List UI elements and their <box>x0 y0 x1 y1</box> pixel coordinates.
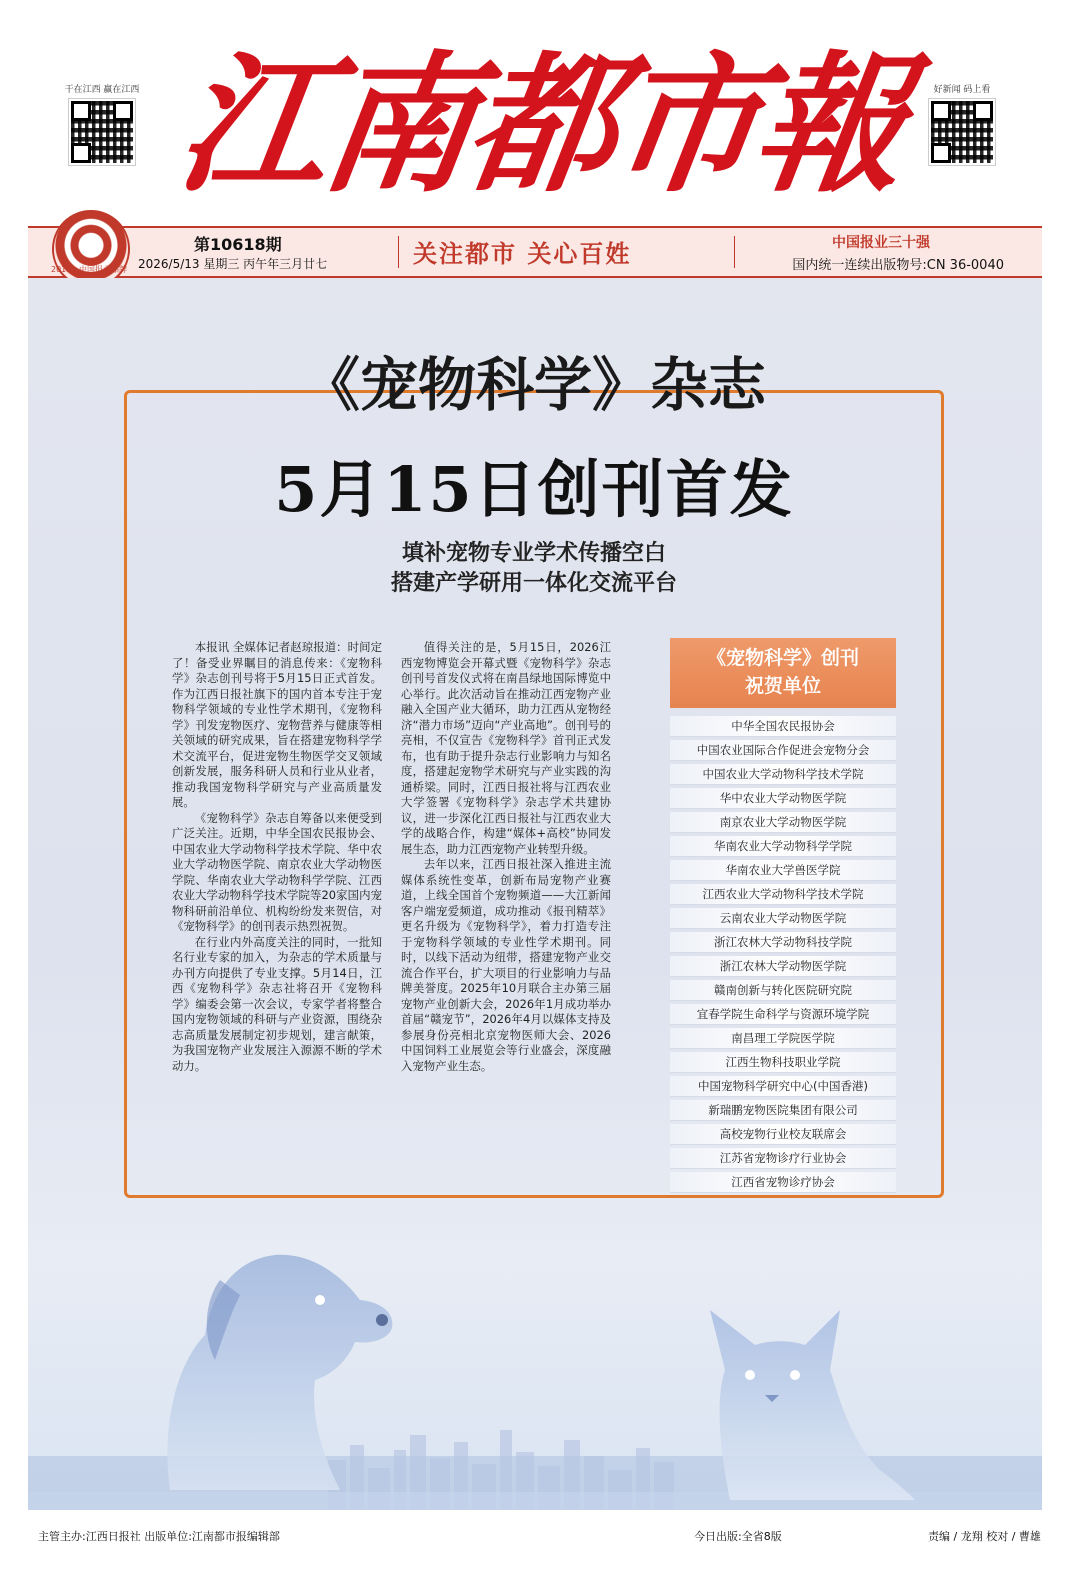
article-column-2 <box>401 640 611 1074</box>
list-item: 南京农业大学动物医学院 <box>670 812 896 833</box>
qr-left-caption: 干在江西 赢在江西 <box>64 85 140 95</box>
list-item: 江西农业大学动物科学技术学院 <box>670 884 896 905</box>
headline-line2: 5月15日创刊首发 <box>274 453 794 526</box>
article-column-1 <box>172 640 382 1074</box>
sidebar-title-line1: 《宠物科学》创刊 <box>706 647 859 669</box>
list-item: 中国农业大学动物科学技术学院 <box>670 764 896 785</box>
sidebar-title-line2: 祝贺单位 <box>744 675 821 697</box>
dateline: 2026/5/13 星期三 丙午年三月廿七 <box>138 257 328 271</box>
list-item: 中国农业国际合作促进会宠物分会 <box>670 740 896 761</box>
list-item: 江西生物科技职业学院 <box>670 1052 896 1073</box>
cat-illustration <box>690 1290 920 1500</box>
article-paragraph: 值得关注的是，5月15日，2026江西宠物博览会开幕式暨《宠物科学》杂志创刊号首发仪式将在南昌绿地国际博览中心举行。此次活动旨在推动江西宠物产业融入全国产业大循环，助力江西从宠物经济“潜力市场”迈向“产业高地”。创刊号的亮相，不仅宣告《宠物科学》首刊正式发布，也有助于提升杂志行业影响力与知名度，搭建起宠物学术研究与产业实践的沟通桥梁。同时，江西日报社将与江西农业大学签署《宠物科学》杂志学术共建协议，进一步深化江西日报社与江西农业大学的战略合作，构建“媒体+高校”协同发展生态，助力江西宠物产业转型升级。 <box>401 640 611 856</box>
brand-logo-icon <box>52 210 130 288</box>
list-item: 浙江农林大学动物科技学院 <box>670 932 896 953</box>
unit-list <box>670 716 896 1193</box>
slogan: 关注都市 关心百姓 <box>413 239 632 268</box>
subheadline-1: 填补宠物专业学术传播空白 <box>401 541 666 566</box>
footer-edition: 今日出版:全省8版 <box>694 1530 782 1543</box>
list-item: 南昌理工学院医学院 <box>670 1028 896 1049</box>
rank-label: 中国报业三十强 <box>832 235 930 251</box>
newspaper-masthead: 江南都市報 <box>167 37 913 213</box>
list-item: 江西省宠物诊疗协会 <box>670 1172 896 1193</box>
dog-illustration <box>110 1240 410 1490</box>
list-item: 华南农业大学兽医学院 <box>670 860 896 881</box>
qr-left[interactable] <box>52 82 152 165</box>
headline-line1: 《宠物科学》杂志 <box>301 351 766 419</box>
cn-number: 国内统一连续出版物号:CN 36-0040 <box>792 258 1004 273</box>
info-bar <box>28 226 1042 278</box>
list-item: 云南农业大学动物医学院 <box>670 908 896 929</box>
list-item: 宜春学院生命科学与资源环境学院 <box>670 1004 896 1025</box>
article-paragraph: 在行业内外高度关注的同时，一批知名行业专家的加入，为杂志的学术质量与办刊方向提供了专业支撑。5月14日，江西《宠物科学》杂志社将召开《宠物科学》编委会第一次会议，专家学者将整合国内宠物领域的科研与产业资源，围绕杂志高质量发展制定初步规划，建言献策，为我国宠物产业发展注入源源不断的学术动力。 <box>172 934 382 1073</box>
list-item: 华南农业大学动物科学学院 <box>670 836 896 857</box>
qr-right-caption: 好新闻 码上看 <box>933 85 991 95</box>
article-paragraph: 《宠物科学》杂志自筹备以来便受到广泛关注。近期，中华全国农民报协会、中国农业大学动物科学技术学院、华中农业大学动物医学院、南京农业大学动物医学院、华南农业大学动物科学学院、江西农业大学动物科学技术学院等20家国内宠物科研前沿单位、机构纷纷发来贺信，对《宠物科学》的创刊表示热烈祝贺。 <box>172 810 382 933</box>
footer-publisher: 主管主办:江西日报社 出版单位:江南都市报编辑部 <box>38 1530 280 1543</box>
list-item: 华中农业大学动物医学院 <box>670 788 896 809</box>
qr-right[interactable] <box>912 82 1012 165</box>
list-item: 中华全国农民报协会 <box>670 716 896 737</box>
qr-code-icon[interactable] <box>69 99 135 165</box>
list-item: 高校宠物行业校友联席会 <box>670 1124 896 1145</box>
list-item: 江苏省宠物诊疗行业协会 <box>670 1148 896 1169</box>
divider <box>398 236 399 268</box>
divider <box>734 236 735 268</box>
congratulation-sidebar <box>670 638 896 1196</box>
article-paragraph: 本报讯 全媒体记者赵琼报道：时间定了！备受业界瞩目的消息传来：《宠物科学》杂志创刊号将于5月15日正式首发。作为江西日报社旗下的国内首本专注于宠物科学领域的专业性学术期刊，《宠物科学》刊发宠物医疗、宠物营养与健康等相关领域的研究成果，旨在搭建宠物科学学术交流平台，促进宠物生物医学交叉领域创新发展，服务科研人员和行业从业者，推动我国宠物科学研究与产业高质量发展。 <box>172 640 382 809</box>
qr-code-icon[interactable] <box>929 99 995 165</box>
list-item: 赣南创新与转化医院研究院 <box>670 980 896 1001</box>
footer-editors: 责编 / 龙翔 校对 / 曹雄 <box>928 1530 1041 1543</box>
list-item: 中国宠物科学研究中心(中国香港) <box>670 1076 896 1097</box>
issue-number: 第10618期 <box>194 235 282 254</box>
subheadline-2: 搭建产学研用一体化交流平台 <box>390 571 677 596</box>
list-item: 浙江农林大学动物医学院 <box>670 956 896 977</box>
list-item: 新瑞鹏宠物医院集团有限公司 <box>670 1100 896 1121</box>
article-paragraph: 去年以来，江西日报社深入推进主流媒体系统性变革，创新布局宠物产业赛道，上线全国首个宠物频道——大江新闻客户端宠爱频道，成功推动《报刊精萃》更名升级为《宠物科学》，着力打造专注于宠物科学领域的专业性学术期刊。同时，以线下活动为纽带，搭建宠物产业交流合作平台，扩大项目的行业影响力与品牌美誉度。2025年10月联合主办第三届宠物产业创新大会，2026年1月成功举办首届“赣宠节”，2026年4月以媒体支持及参展身份亮相北京宠物医师大会、2026中国饲料工业展览会等行业盛会，深度融入宠物产业生态。 <box>401 857 611 1073</box>
sidebar-heading <box>670 638 896 708</box>
brand-logo-text: 2019 · 中国报业品牌 <box>51 265 127 274</box>
